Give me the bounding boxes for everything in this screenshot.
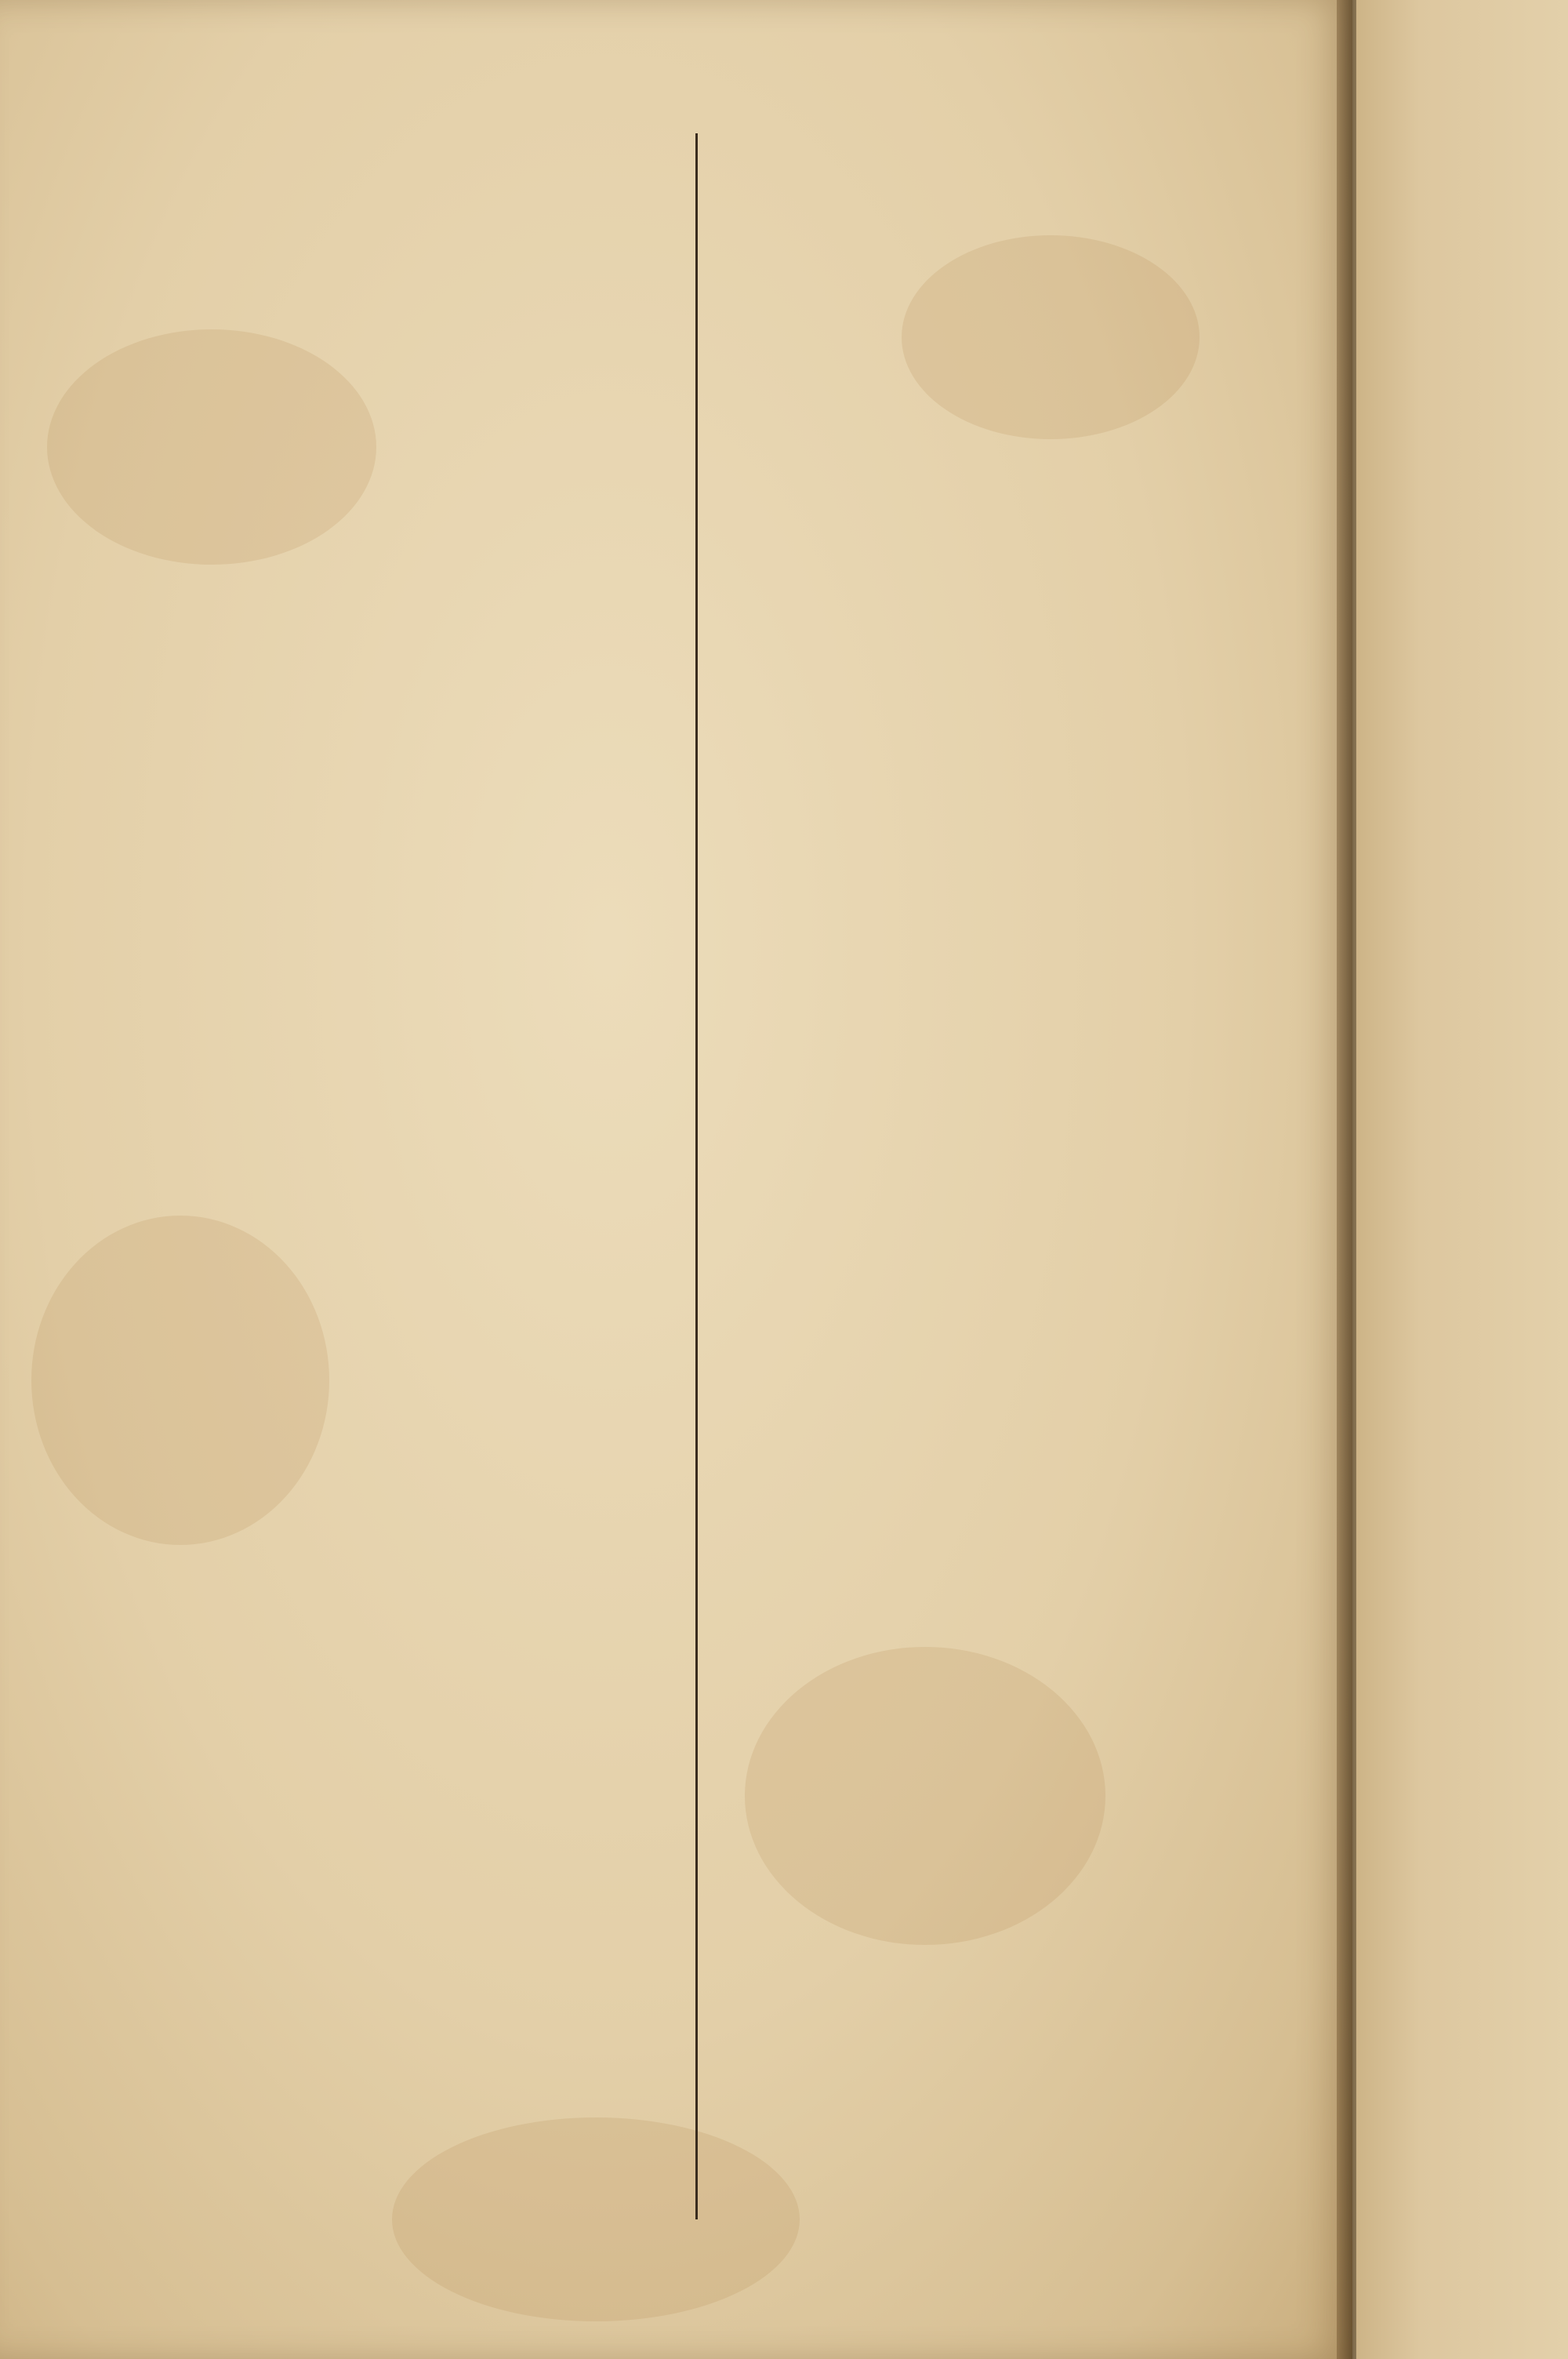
chapter-title <box>710 163 1322 202</box>
right-text-column <box>710 124 1322 279</box>
chapter-first-line <box>710 202 1322 241</box>
adjacent-page-fragment <box>1356 0 1568 2359</box>
chapter-heading <box>710 124 1322 163</box>
column-rule <box>695 133 698 2219</box>
chapter-second-line <box>710 241 1322 280</box>
running-header <box>82 69 1305 124</box>
